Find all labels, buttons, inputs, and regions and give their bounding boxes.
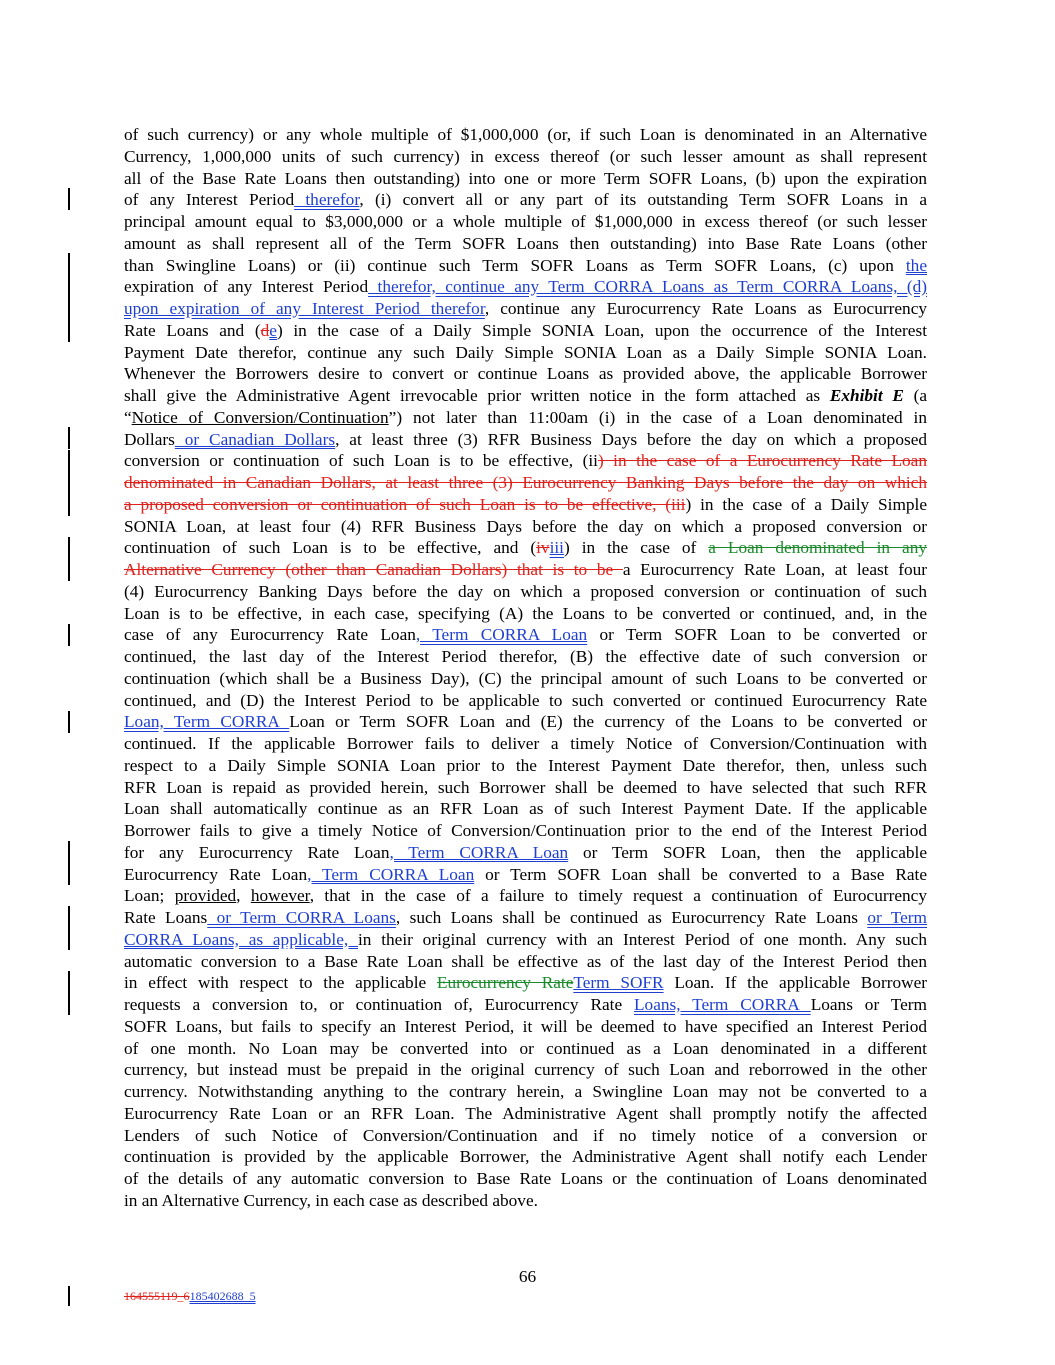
- text-line: [124, 211, 927, 233]
- text-run: Currency, 1,000,000 units of such currency) in excess thereof (or such lesser amount as shall represent: [124, 146, 927, 166]
- text-run: Dollars: [124, 429, 175, 449]
- text-run: ,: [236, 886, 251, 906]
- text-line: [124, 342, 927, 364]
- text-line: [124, 298, 927, 320]
- text-run: Loan;: [124, 886, 175, 906]
- text-line: [124, 1059, 927, 1081]
- document-id-footer: [124, 1289, 256, 1304]
- inserted-text: therefor, continue any Term CORRA Loans as Term CORRA Loans, (d): [368, 277, 927, 297]
- text-run: , at least three (3) RFR Business Days before the day on which a proposed: [335, 429, 928, 449]
- text-line: [124, 407, 927, 429]
- text-run: amount as shall represent all of the Term SOFR Loans then outstanding) into Base Rate Loans (other: [124, 233, 927, 253]
- text-run: of the details of any automatic conversion to Base Rate Loans or the continuation of Loans denominated: [124, 1169, 927, 1188]
- change-bar: [68, 1286, 70, 1306]
- inserted-text: CORRA Loans, as applicable,: [124, 929, 358, 949]
- text-line: [124, 124, 927, 146]
- text-run: respect to a Daily Simple SONIA Loan prior to the Interest Payment Date therefor, then, unless such: [124, 755, 927, 775]
- text-run: a Eurocurrency Rate Loan, at least four: [622, 560, 927, 579]
- text-line: [124, 168, 927, 190]
- text-run: , (i) convert all or any part of its outstanding Term SOFR Loans in a: [359, 190, 927, 210]
- text-line: [124, 494, 927, 516]
- inserted-document-id: 185402688_5: [189, 1289, 256, 1303]
- change-bar: [68, 253, 70, 342]
- text-run: Payment Date therefor, continue any such Daily Simple SONIA Loan as a Daily Simple SONIA Loan.: [124, 342, 927, 362]
- text-line: [124, 1081, 927, 1103]
- text-run: all of the Base Rate Loans then outstanding) into one or more Term SOFR Loans, (b) upon the expiration: [124, 168, 927, 188]
- text-line: [124, 450, 927, 472]
- text-run: automatic conversion to a Base Rate Loan shall be effective as of the last day of the Interest Period then: [124, 951, 927, 971]
- change-bar: [68, 841, 70, 885]
- inserted-text: upon expiration of any Interest Period therefor: [124, 299, 485, 318]
- text-run: principal amount equal to $3,000,000 or a whole multiple of $1,000,000 in excess thereof (or such lesser: [124, 212, 927, 231]
- text-run: or Term SOFR Loan shall be converted to a Base Rate: [474, 864, 927, 884]
- inserted-text: , Term CORRA Loan: [307, 864, 475, 884]
- deleted-text: Alternative Currency (other than Canadian Dollars) that is to be: [124, 560, 623, 579]
- text-line: [124, 624, 927, 646]
- text-line: [124, 864, 927, 886]
- change-bar: [68, 537, 70, 581]
- text-run: Borrower fails to give a timely Notice of Conversion/Continuation prior to the end of the Interest Period: [124, 821, 927, 840]
- text-run: continuation is provided by the applicable Borrower, the Administrative Agent shall notify each Lender: [124, 1147, 927, 1167]
- text-run: of any Interest Period: [124, 190, 295, 210]
- text-run: ) in the case of a Daily Simple SONIA Loan, upon the occurrence of the Interest: [276, 320, 927, 340]
- text-run: SONIA Loan, at least four (4) RFR Business Days before the day on which a proposed conversion or: [124, 516, 927, 536]
- text-line: [124, 842, 927, 864]
- inserted-text: e: [269, 320, 277, 340]
- text-line: [124, 820, 927, 842]
- moved-deleted-text: a Loan denominated in any: [708, 538, 927, 558]
- text-run: Loans or Term: [810, 995, 927, 1014]
- text-line: [124, 516, 927, 538]
- inserted-text: Loans, Term CORRA: [634, 995, 811, 1014]
- text-run: in an Alternative Currency, in each case as described above.: [124, 1190, 538, 1210]
- text-line: [124, 711, 927, 733]
- text-run: currency. Notwithstanding anything to the contrary herein, a Swingline Loan may not be converted to a: [124, 1082, 927, 1101]
- inserted-text: or Term: [867, 908, 927, 927]
- text-run: in effect with respect to the applicable: [124, 973, 437, 993]
- underlined-term: Notice of Conversion/Continuation: [131, 407, 389, 427]
- change-bar: [68, 711, 70, 733]
- text-run: Eurocurrency Rate Loan: [124, 864, 308, 884]
- text-run: continuation of such Loan is to be effective, and (: [124, 538, 537, 558]
- body-paragraph: [124, 124, 927, 1212]
- text-line: [124, 994, 927, 1016]
- text-run: RFR Loan is repaid as provided herein, such Borrower shall be deemed to have selected that such RFR: [124, 777, 927, 797]
- text-line: [124, 972, 927, 994]
- text-line: [124, 907, 927, 929]
- text-run: Loan is to be effective, in each case, specifying (A) the Loans to be converted or continued, and, in the: [124, 603, 927, 623]
- text-run: of such currency) or any whole multiple of $1,000,000 (or, if such Loan is denominated in an Alternative: [124, 125, 927, 144]
- text-line: [124, 1038, 927, 1060]
- text-line: [124, 255, 927, 277]
- inserted-text: iii: [549, 538, 564, 558]
- text-run: , such Loans shall be continued as Eurocurrency Rate Loans: [395, 908, 868, 927]
- change-bar: [68, 188, 70, 210]
- inserted-text: the: [905, 255, 927, 275]
- text-run: ) in the case of a Daily Simple: [685, 494, 928, 514]
- deleted-text: iv: [536, 538, 550, 558]
- change-bar: [68, 971, 70, 1015]
- text-run: continued, and (D) the Interest Period to be applicable to such converted or continued Eurocurrency Rate: [124, 690, 927, 710]
- change-bar: [68, 624, 70, 646]
- deleted-text: a proposed conversion or continuation of such Loan is to be effective, (iii: [124, 494, 686, 514]
- text-run: , that in the case of a failure to timely request a continuation of Eurocurrency: [309, 886, 927, 906]
- text-line: [124, 233, 927, 255]
- inserted-text: Loan, Term CORRA: [124, 712, 290, 732]
- deleted-text: d: [260, 320, 270, 340]
- text-run: for any Eurocurrency Rate Loan: [124, 842, 390, 862]
- text-run: SOFR Loans, but fails to specify an Interest Period, it will be deemed to have specified an Interest Period: [124, 1016, 927, 1036]
- inserted-text: , Term CORRA Loan: [389, 842, 569, 862]
- inserted-text: therefor: [294, 190, 360, 210]
- text-line: [124, 363, 927, 385]
- text-run: Eurocurrency Rate Loan or an RFR Loan. The Administrative Agent shall promptly notify the affected: [124, 1103, 927, 1123]
- text-run: “: [124, 407, 132, 427]
- text-line: [124, 603, 927, 625]
- text-run: continuation (which shall be a Business Day), (C) the principal amount of such Loans to be converted or: [124, 668, 927, 688]
- text-line: [124, 1016, 927, 1038]
- text-line: [124, 472, 927, 494]
- text-run: than Swingline Loans) or (ii) continue such Term SOFR Loans as Term SOFR Loans, (c) upon: [124, 255, 906, 275]
- text-line: [124, 1146, 927, 1168]
- text-line: [124, 885, 927, 907]
- text-line: [124, 559, 927, 581]
- text-run: conversion or continuation of such Loan is to be effective, (ii: [124, 451, 598, 471]
- text-line: [124, 777, 927, 799]
- exhibit-reference: Exhibit E: [829, 386, 904, 405]
- text-line: [124, 429, 927, 451]
- text-run: ) in the case of: [563, 538, 709, 558]
- text-line: [124, 646, 927, 668]
- text-line: [124, 1125, 927, 1147]
- text-run: ”) not later than 11:00am (i) in the case of a Loan denominated in: [388, 407, 927, 427]
- change-bar: [68, 450, 70, 516]
- text-line: [124, 1103, 927, 1125]
- text-run: in their original currency with an Interest Period of one month. Any such: [358, 929, 927, 949]
- text-line: [124, 1190, 927, 1212]
- text-line: [124, 1168, 927, 1190]
- text-line: [124, 755, 927, 777]
- text-run: case of any Eurocurrency Rate Loan: [124, 625, 416, 645]
- deleted-text: denominated in Canadian Dollars, at least three (3) Eurocurrency Banking Days before the day on which: [124, 473, 927, 492]
- text-run: shall give the Administrative Agent irrevocable prior written notice in the form attached as: [124, 386, 830, 405]
- text-run: of one month. No Loan may be converted into or continued as a Loan denominated in a different: [124, 1038, 927, 1058]
- deleted-text: ) in the case of a Eurocurrency Rate Loan: [597, 451, 927, 471]
- text-line: [124, 385, 927, 407]
- text-run: Loan. If the applicable Borrower: [663, 973, 928, 993]
- text-line: [124, 537, 927, 559]
- text-line: [124, 733, 927, 755]
- text-run: Rate Loans: [124, 908, 208, 927]
- text-run: Loan or Term SOFR Loan and (E) the currency of the Loans to be converted or: [289, 712, 928, 732]
- text-run: Lenders of such Notice of Conversion/Continuation and if no timely notice of a conversion or: [124, 1125, 927, 1145]
- text-run: continued. If the applicable Borrower fails to deliver a timely Notice of Conversion/Continuation with: [124, 734, 927, 753]
- text-run: continued, the last day of the Interest Period therefor, (B) the effective date of such conversion or: [124, 647, 927, 666]
- text-run: Loan shall automatically continue as an RFR Loan as of such Interest Payment Date. If the applicable: [124, 799, 927, 819]
- text-line: [124, 798, 927, 820]
- moved-deleted-text: Eurocurrency Rate: [436, 973, 574, 993]
- text-line: [124, 581, 927, 603]
- text-run: requests a conversion to, or continuation of, Eurocurrency Rate: [124, 995, 634, 1014]
- text-run: , continue any Eurocurrency Rate Loans as Eurocurrency: [484, 299, 928, 318]
- underlined-term: however: [250, 886, 310, 906]
- text-line: [124, 320, 927, 342]
- text-run: Whenever the Borrowers desire to convert or continue Loans as provided above, the applicable Borrower: [124, 364, 927, 384]
- text-run: or Term SOFR Loan to be converted or: [587, 625, 927, 645]
- inserted-text: , Term CORRA Loan: [415, 625, 588, 645]
- text-run: or Term SOFR Loan, then the applicable: [568, 842, 927, 862]
- inserted-text: or Term CORRA Loans: [207, 908, 396, 927]
- deleted-document-id: 164555119_6: [124, 1289, 190, 1303]
- text-line: [124, 951, 927, 973]
- page-number: 66: [518, 1267, 537, 1286]
- text-line: [124, 929, 927, 951]
- text-line: [124, 276, 927, 298]
- change-bar: [68, 906, 70, 950]
- text-line: [124, 690, 927, 712]
- underlined-term: provided: [174, 886, 237, 906]
- text-run: Rate Loans and (: [124, 320, 261, 340]
- text-line: [124, 668, 927, 690]
- text-run: expiration of any Interest Period: [124, 277, 369, 297]
- text-run: (4) Eurocurrency Banking Days before the day on which a proposed conversion or continuation of such: [124, 581, 927, 601]
- inserted-text: Term SOFR: [573, 973, 664, 993]
- text-run: (a: [903, 386, 927, 405]
- text-line: [124, 189, 927, 211]
- text-run: currency, but instead must be prepaid in the original currency of such Loan and reborrowed in the other: [124, 1060, 927, 1080]
- change-bar: [68, 427, 70, 449]
- inserted-text: or Canadian Dollars: [174, 429, 336, 449]
- text-line: [124, 146, 927, 168]
